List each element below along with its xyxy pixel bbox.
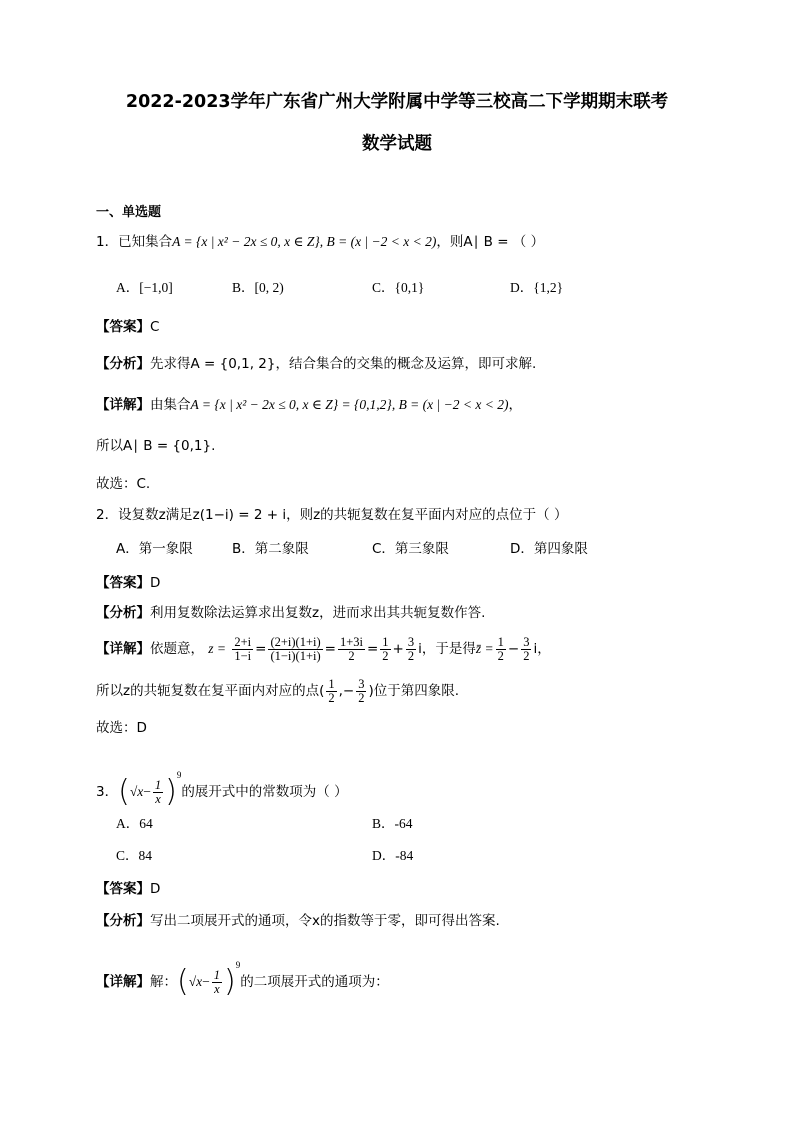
q2-detail-prefix: 依题意， bbox=[150, 641, 204, 657]
q2-z-equals: z = bbox=[208, 641, 227, 656]
q3-detail-suffix: 的二项展开式的通项为： bbox=[240, 974, 389, 990]
q1-detail-prefix: 由集合 bbox=[150, 397, 191, 413]
detail-label: 【详解】 bbox=[96, 397, 150, 413]
q2-detail-line-3: 故选：D bbox=[96, 720, 147, 736]
q2-analysis-text: 利用复数除法运算求出复数z，进而求出其共轭复数作答. bbox=[150, 605, 486, 621]
q3-detail-prefix: 解： bbox=[150, 974, 177, 990]
q2-fraction-2-num: (2+i)(1+i) bbox=[270, 634, 321, 649]
left-paren-icon: ( bbox=[118, 774, 130, 809]
right-paren-icon: ) bbox=[165, 774, 177, 809]
q3-option-a: A．64 bbox=[116, 816, 153, 831]
q2-fraction-3-den: 2 bbox=[348, 648, 355, 663]
answer-label: 【答案】 bbox=[96, 575, 150, 591]
q2-option-c: C．第三象限 bbox=[372, 541, 449, 557]
q1-detail-suffix: ， bbox=[508, 397, 522, 413]
analysis-label: 【分析】 bbox=[96, 605, 150, 621]
q2-fraction-5 bbox=[406, 636, 416, 663]
detail-label: 【详解】 bbox=[96, 974, 150, 990]
q2-point-y-den: 2 bbox=[358, 690, 365, 705]
document-title: 2022-2023学年广东省广州大学附属中学等三校高二下学期期末联考 bbox=[125, 92, 669, 112]
q1-stem bbox=[96, 233, 544, 251]
q1-analysis bbox=[96, 355, 536, 373]
q2-fraction-2 bbox=[268, 636, 322, 663]
q2-fraction-7 bbox=[521, 636, 531, 663]
q2-fraction-4-den: 2 bbox=[382, 648, 389, 663]
q1-detail-math: A = {x | x² − 2x ≤ 0, x ∈ Z} = {0,1,2}, B = (x | −2 < x < 2) bbox=[190, 397, 509, 412]
q2-fraction-1 bbox=[232, 636, 253, 663]
q2-stem-text: 设复数z满足z(1−i) = 2 + i，则z的共轭复数在复平面内对应的点位于（ ） bbox=[118, 507, 568, 523]
q1-stem-prefix: 已知集合 bbox=[118, 234, 173, 250]
q2-fraction-1-den: 1−i bbox=[234, 648, 252, 663]
detail-label: 【详解】 bbox=[96, 641, 150, 657]
q2-option-d: D．第四象限 bbox=[510, 541, 588, 557]
q1-answer bbox=[96, 318, 159, 336]
q1-option-c: C．{0,1} bbox=[372, 280, 425, 295]
q3-detail-exponent: 9 bbox=[235, 960, 241, 970]
q3-detail bbox=[96, 948, 389, 999]
q1-option-b: B．[0, 2) bbox=[232, 280, 284, 295]
q1-option-a: A．[−1,0] bbox=[116, 280, 173, 295]
q2-point-x-den: 2 bbox=[328, 690, 335, 705]
analysis-label: 【分析】 bbox=[96, 913, 150, 929]
document-subtitle: 数学试题 bbox=[362, 134, 432, 154]
q3-option-c: C．84 bbox=[116, 848, 153, 863]
q1-set-a: A = {x | x² − 2x ≤ 0, x ∈ Z} bbox=[172, 234, 320, 249]
q2-fraction-1-num: 2+i bbox=[234, 634, 252, 649]
q2-point-x-num: 1 bbox=[328, 676, 335, 691]
q2-point-x bbox=[326, 678, 336, 705]
q1-option-d: D．{1,2} bbox=[510, 280, 564, 295]
q3-detail-root-x: √x bbox=[188, 974, 203, 989]
q1-detail-line-3: 故选：C. bbox=[96, 476, 151, 492]
left-paren-icon: ( bbox=[177, 964, 189, 999]
q3-fraction-num: 1 bbox=[154, 777, 162, 792]
q2-detail-line-2: 所以z的共轭复数在复平面内对应的点( $\frac{1}{2}$ ,− $\frac{3}{2}$ )位于第四象限. bbox=[96, 676, 460, 705]
section-heading: 一、单选题 bbox=[96, 205, 162, 220]
q2-fraction-3-num: 1+3i bbox=[339, 634, 363, 649]
q3-number: 3． bbox=[96, 784, 119, 800]
q2-fraction-4 bbox=[380, 636, 390, 663]
q2-detail-2-prefix: 所以z的共轭复数在复平面内对应的点( bbox=[96, 683, 325, 699]
q3-answer-value: D bbox=[150, 881, 161, 897]
q2-option-a: A．第一象限 bbox=[116, 541, 193, 557]
q1-detail-line-2: 所以A∣ B = {0,1}. bbox=[96, 438, 216, 454]
q2-detail-2-suffix: )位于第四象限. bbox=[368, 683, 460, 699]
q3-minus: − bbox=[143, 784, 151, 799]
right-paren-icon: ) bbox=[224, 964, 236, 999]
q3-option-d: D．-84 bbox=[372, 848, 414, 863]
q1-stem-suffix: ，则A∣ B = （ ） bbox=[436, 234, 545, 250]
analysis-label: 【分析】 bbox=[96, 356, 150, 372]
q1-answer-value: C bbox=[150, 319, 160, 335]
q1-set-b: , B = (x | −2 < x < 2) bbox=[319, 234, 437, 249]
q3-option-b: B．-64 bbox=[372, 816, 413, 831]
q1-analysis-text: 先求得A = {0,1, 2}，结合集合的交集的概念及运算，即可求解. bbox=[150, 356, 537, 372]
q3-detail-fraction-den: x bbox=[214, 981, 220, 996]
q3-root-x: √x bbox=[129, 784, 144, 799]
q2-number: 2． bbox=[96, 507, 119, 523]
q2-fraction-5-den: 2 bbox=[407, 648, 415, 663]
answer-label: 【答案】 bbox=[96, 881, 150, 897]
q2-fraction-4-num: 1 bbox=[382, 634, 389, 649]
q3-answer bbox=[96, 880, 160, 898]
q2-stem bbox=[96, 506, 567, 524]
q3-stem bbox=[96, 758, 348, 809]
q2-point-y-num: 3 bbox=[358, 676, 365, 691]
q2-fraction-6-den: 2 bbox=[497, 648, 504, 663]
q2-answer bbox=[96, 574, 160, 592]
q2-detail-line-1: 【详解】依题意， z = $\frac{2+i}{1-i}$ = $\frac{(2+i)(1+i)}{(1-i)(1+i)}$ = $\frac{1+3i}{2}$ = $\frac{1}{2}$ + $\frac{3}{2}$ i，于是得z̄ = $\frac{1}{2}$ − $\frac{3}{2}$ i， bbox=[96, 634, 551, 663]
q3-exponent: 9 bbox=[176, 770, 182, 780]
q1-detail-line-1 bbox=[96, 396, 522, 414]
q1-number: 1． bbox=[96, 234, 119, 250]
q2-detail-mid: i，于是得 bbox=[418, 641, 476, 657]
q2-option-b: B．第二象限 bbox=[232, 541, 309, 557]
q2-fraction-7-den: 2 bbox=[523, 648, 530, 663]
q2-fraction-5-num: 3 bbox=[407, 634, 415, 649]
q2-fraction-6 bbox=[496, 636, 506, 663]
q3-detail-fraction-num: 1 bbox=[213, 967, 220, 982]
q3-fraction-den: x bbox=[155, 791, 161, 806]
q3-fraction bbox=[153, 779, 163, 806]
q3-analysis bbox=[96, 912, 500, 930]
q3-detail-fraction bbox=[212, 969, 222, 996]
q2-fraction-6-num: 1 bbox=[497, 634, 504, 649]
q3-detail-minus: − bbox=[202, 974, 210, 989]
q2-analysis bbox=[96, 604, 485, 622]
q2-detail-end: i， bbox=[533, 641, 551, 657]
q3-stem-suffix: 的展开式中的常数项为（ ） bbox=[181, 784, 348, 800]
q2-fraction-3 bbox=[338, 636, 365, 663]
q2-point-y bbox=[356, 678, 366, 705]
q2-fraction-2-den: (1−i)(1+i) bbox=[270, 648, 321, 663]
q3-analysis-text: 写出二项展开式的通项，令x的指数等于零，即可得出答案. bbox=[150, 913, 500, 929]
q2-zbar-equals: z̄ = bbox=[475, 641, 494, 656]
q2-answer-value: D bbox=[150, 575, 161, 591]
answer-label: 【答案】 bbox=[96, 319, 150, 335]
q2-fraction-7-num: 3 bbox=[523, 634, 530, 649]
